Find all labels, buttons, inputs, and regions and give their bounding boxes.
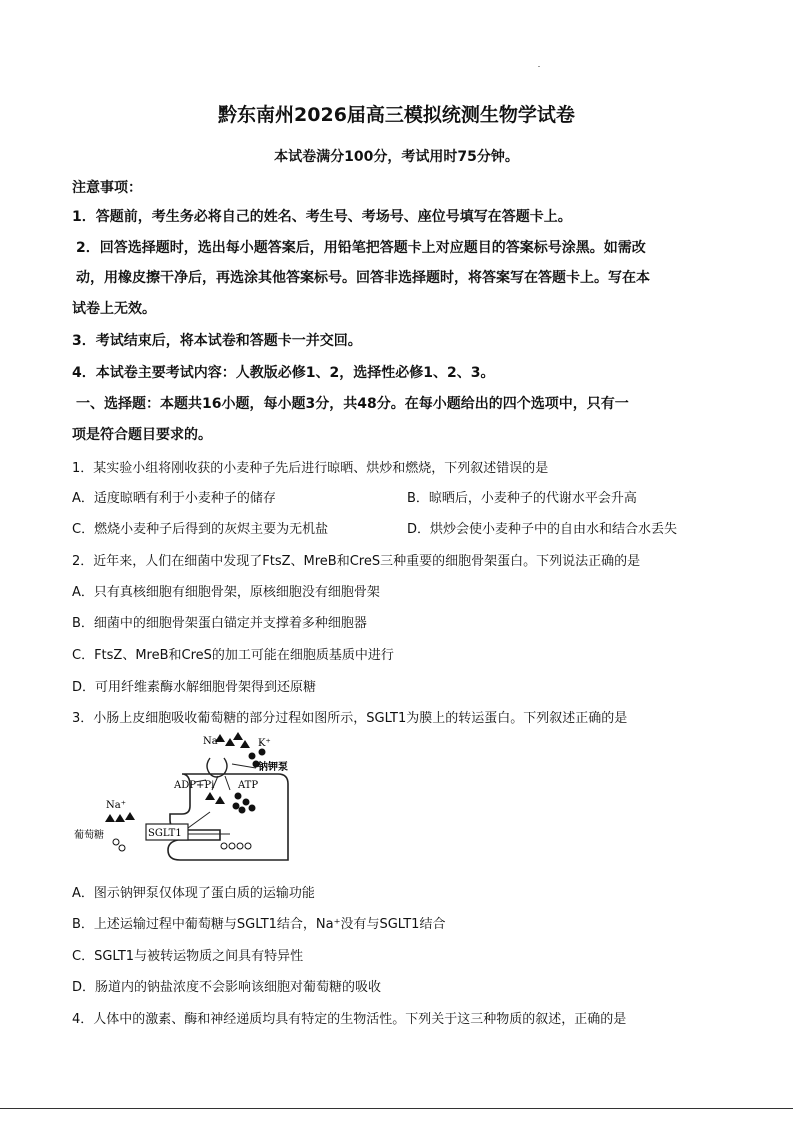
glucose-icon [237, 843, 243, 849]
glucose-icon [245, 843, 251, 849]
label-na-top: Na⁺ [203, 736, 223, 747]
q3-option-c: C．SGLT1与被转运物质之间具有特异性 [72, 949, 304, 964]
glucose-icon [221, 843, 227, 849]
label-na-left: Na⁺ [106, 800, 126, 811]
q2-option-d: D．可用纤维素酶水解细胞骨架得到还原糖 [72, 680, 317, 695]
q1-option-d: D．烘炒会使小麦种子中的自由水和结合水丢失 [407, 522, 678, 537]
arrow [225, 776, 230, 790]
glucose-icon [113, 839, 119, 845]
q1-option-b: B．晾晒后，小麦种子的代谢水平会升高 [407, 491, 637, 506]
q3-option-d: D．肠道内的钠盐浓度不会影响该细胞对葡萄糖的吸收 [72, 980, 382, 995]
q2-option-c: C．FtsZ、MreB和CreS的加工可能在细胞质基质中进行 [72, 648, 394, 663]
exam-title: 黔东南州2026届高三模拟统测生物学试卷 [218, 104, 575, 126]
q4-stem: 4．人体中的激素、酶和神经递质均具有特定的生物活性。下列关于这三种物质的叙述，正确的是 [72, 1012, 627, 1027]
notes-heading: 注意事项： [72, 180, 142, 196]
k-ion-icon [243, 799, 250, 806]
note-item-2-cont: 动，用橡皮擦干净后，再选涂其他答案标号。回答非选择题时，将答案写在答题卡上。写在本 [76, 270, 650, 286]
note-item-2-end: 试卷上无效。 [72, 301, 156, 317]
q3-option-b: B．上述运输过程中葡萄糖与SGLT1结合，Na⁺没有与SGLT1结合 [72, 917, 446, 932]
k-ion-icon [233, 803, 240, 810]
label-sglt1: SGLT1 [148, 828, 182, 839]
label-k-top: K⁺ [258, 738, 271, 749]
label-pump: 钠钾泵 [258, 762, 288, 773]
glucose-icon [229, 843, 235, 849]
na-ion-icon [205, 792, 215, 800]
label-glucose: 葡萄糖 [74, 830, 104, 841]
note-item-4: 4．本试卷主要考试内容：人教版必修1、2，选择性必修1、2、3。 [72, 365, 495, 381]
na-ion-icon [115, 814, 125, 822]
na-ion-icon [105, 814, 115, 822]
na-ion-icon [240, 740, 250, 748]
na-ion-icon [215, 796, 225, 804]
glucose-icon [119, 845, 125, 851]
section-heading-cont: 项是符合题目要求的。 [72, 427, 212, 443]
note-item-1: 1．答题前，考生务必将自己的姓名、考生号、考场号、座位号填写在答题卡上。 [72, 209, 572, 225]
q1-option-a: A．适度晾晒有利于小麦种子的储存 [72, 491, 276, 506]
label-adp: ADP+Pi [174, 780, 215, 791]
q1-option-c: C．燃烧小麦种子后得到的灰烬主要为无机盐 [72, 522, 329, 537]
note-item-3: 3．考试结束后，将本试卷和答题卡一并交回。 [72, 333, 362, 349]
transport-diagram [70, 730, 310, 870]
q3-option-a: A．图示钠钾泵仅体现了蛋白质的运输功能 [72, 886, 315, 901]
transport-diagram-svg [70, 730, 310, 870]
q2-option-b: B．细菌中的细胞骨架蛋白锚定并支撑着多种细胞器 [72, 616, 367, 631]
label-atp: ATP [238, 780, 259, 791]
q2-stem: 2．近年来，人们在细菌中发现了FtsZ、MreB和CreS三种重要的细胞骨架蛋白。下列说法正确的是 [72, 554, 641, 569]
k-ion-icon [249, 805, 256, 812]
pump-pointer [232, 764, 256, 768]
q3-stem: 3．小肠上皮细胞吸收葡萄糖的部分过程如图所示，SGLT1为膜上的转运蛋白。下列叙述正确的是 [72, 711, 628, 726]
section-heading: 一、选择题：本题共16小题，每小题3分，共48分。在每小题给出的四个选项中，只有一 [76, 396, 629, 412]
k-ion-icon [235, 793, 242, 800]
na-ion-icon [233, 732, 243, 740]
scan-speck [538, 66, 540, 67]
k-ion-icon [249, 753, 256, 760]
k-ion-icon [239, 807, 246, 814]
na-ion-icon [125, 812, 135, 820]
k-ion-icon [259, 749, 266, 756]
exam-subtitle: 本试卷满分100分，考试用时75分钟。 [274, 149, 519, 165]
q1-stem: 1．某实验小组将刚收获的小麦种子先后进行晾晒、烘炒和燃烧，下列叙述错误的是 [72, 461, 549, 476]
arrow [188, 812, 210, 828]
note-item-2: 2．回答选择题时，选出每小题答案后，用铅笔把答题卡上对应题目的答案标号涂黑。如需改 [76, 240, 646, 256]
page-bottom-rule [0, 1108, 793, 1109]
q2-option-a: A．只有真核细胞有细胞骨架，原核细胞没有细胞骨架 [72, 585, 380, 600]
